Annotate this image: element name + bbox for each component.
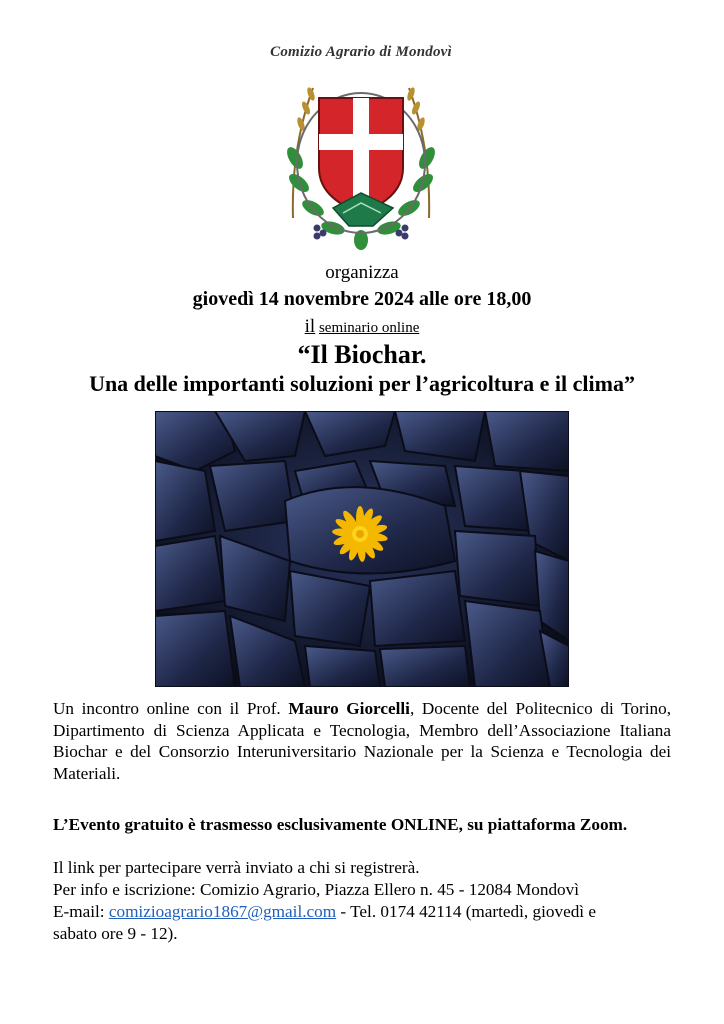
email-label: E-mail: [53, 902, 109, 921]
coal-with-yellow-flower-image [155, 411, 569, 687]
speaker-intro: Un incontro online con il Prof. [53, 699, 289, 718]
logo [255, 44, 467, 258]
telephone-info: - Tel. 0174 42114 (martedì, giovedì e [336, 902, 597, 921]
seminario-label [0, 316, 724, 338]
coal-photo-drawing [155, 411, 569, 687]
registration-info-line: Per info e iscrizione: Comizio Agrario, Piazza Ellero n. 45 - 12084 Mondovì [53, 880, 580, 899]
link-info-line: Il link per partecipare verrà inviato a chi si registrerà. [53, 858, 420, 877]
seminario-online: seminario online [318, 320, 420, 336]
event-date: giovedì 14 novembre 2024 alle ore 18,00 [192, 288, 532, 310]
event-free-online-notice: L’Evento gratuito è trasmesso esclusivamente ONLINE, su piattaforma Zoom. [53, 815, 628, 834]
logo-title: Comizio Agrario di Mondovì [270, 44, 452, 60]
email-link[interactable]: comizioagrario1867@gmail.com [108, 902, 337, 921]
organizza-text: organizza [325, 262, 399, 283]
seminario-il: il [304, 316, 316, 337]
speaker-name: Mauro Giorcelli [288, 699, 410, 718]
speaker-paragraph [53, 698, 671, 784]
seminar-title-line2: Una delle importanti soluzioni per l’agricoltura e il clima” [89, 371, 635, 396]
opening-hours-line: sabato ore 9 - 12). [53, 924, 178, 943]
speaker-details: , Docente del Politecnico di Torino, Dipartimento di Scienza Applicata e Tecnologia, Membro dell’Associazione Italiana Biochar e del Consorzio Interuniversitario Nazionale per la Scienza e Tecnologia dei Materiali. [53, 699, 671, 783]
contact-line [53, 901, 673, 923]
coat-of-arms-icon [273, 68, 449, 258]
seminar-title-line1: “Il Biochar. [297, 340, 427, 369]
